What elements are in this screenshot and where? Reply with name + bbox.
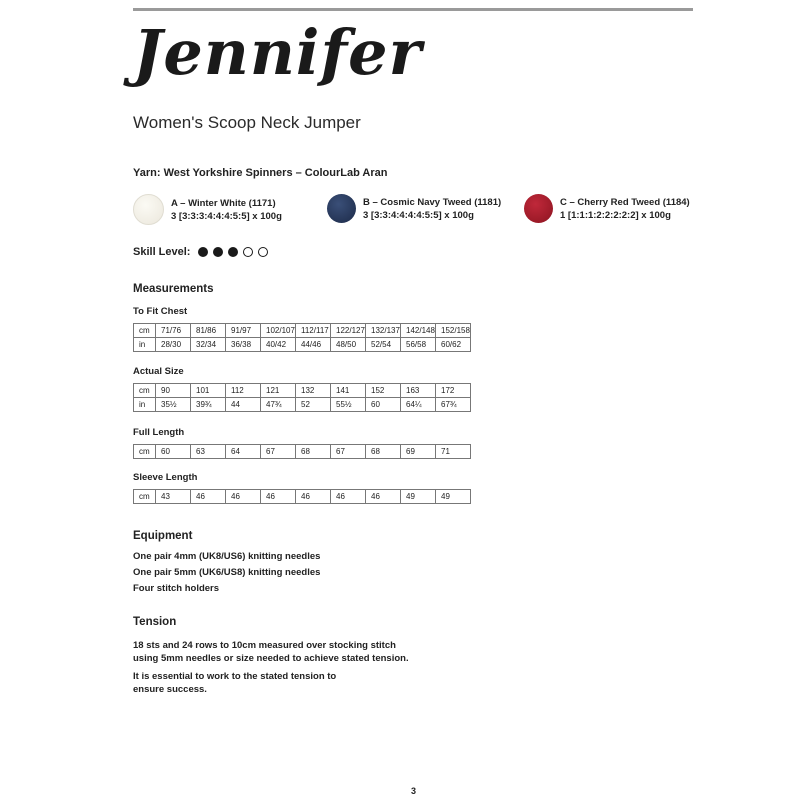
value-cell: 163 [401,384,436,398]
tension-line: 18 sts and 24 rows to 10cm measured over stocking stitch [133,640,396,651]
skill-dot-filled-icon [198,247,208,257]
table-title-actual-size: Actual Size [133,366,184,377]
skill-level [133,246,273,258]
tension-note: It is essential to work to the stated tension to [133,671,337,682]
tension-note: ensure success. [133,684,207,695]
yarn-swatch-navy-icon [327,194,356,223]
value-cell: 60 [156,445,191,459]
table-to-fit-chest [133,323,471,352]
yarn-a-name: A – Winter White (1171) [171,197,276,209]
yarn-swatch-white-icon [133,194,164,225]
measurements-heading: Measurements [133,283,214,295]
yarn-c-name: C – Cherry Red Tweed (1184) [560,196,690,208]
yarn-c [524,194,690,223]
yarn-a-amount: 3 [3:3:3:4:4:4:5:5] x 100g [171,210,282,222]
value-cell: 46 [226,490,261,504]
equipment-item: One pair 5mm (UK6/US8) knitting needles [133,567,321,578]
value-cell: 90 [156,384,191,398]
yarn-c-amount: 1 [1:1:1:2:2:2:2:2] x 100g [560,209,671,221]
tension-line: using 5mm needles or size needed to achieve stated tension. [133,653,409,664]
value-cell: 112 [226,384,261,398]
page-number: 3 [411,786,417,796]
yarn-b-amount: 3 [3:3:4:4:4:4:5:5] x 100g [363,209,474,221]
skill-dot-empty-icon [243,247,253,257]
value-cell: 47¾ [261,398,296,412]
value-cell: 32/34 [191,338,226,352]
value-cell: 71 [436,445,471,459]
value-cell: 101 [191,384,226,398]
value-cell: 46 [191,490,226,504]
value-cell: 112/117 [296,324,331,338]
value-cell: 121 [261,384,296,398]
unit-cell: in [134,338,156,352]
yarn-a [133,194,282,225]
value-cell: 71/76 [156,324,191,338]
value-cell: 102/107 [261,324,296,338]
table-row [134,338,471,352]
value-cell: 40/42 [261,338,296,352]
unit-cell: cm [134,324,156,338]
value-cell: 67 [261,445,296,459]
value-cell: 46 [331,490,366,504]
table-row [134,490,471,504]
table-title-chest: To Fit Chest [133,306,188,317]
value-cell: 69 [401,445,436,459]
skill-dot-empty-icon [258,247,268,257]
value-cell: 152 [366,384,401,398]
table-row [134,398,471,412]
value-cell: 122/127 [331,324,366,338]
value-cell: 28/30 [156,338,191,352]
value-cell: 56/58 [401,338,436,352]
yarn-b-name: B – Cosmic Navy Tweed (1181) [363,196,502,208]
value-cell: 46 [296,490,331,504]
value-cell: 64 [226,445,261,459]
equipment-item: Four stitch holders [133,583,220,594]
skill-dot-filled-icon [213,247,223,257]
value-cell: 152/158 [436,324,471,338]
equipment-list [133,549,320,597]
yarn-b [327,194,501,223]
value-cell: 60 [366,398,401,412]
table-title-full-length: Full Length [133,427,185,438]
value-cell: 142/148 [401,324,436,338]
table-row [134,384,471,398]
table-actual-size [133,383,471,412]
value-cell: 52 [296,398,331,412]
value-cell: 49 [436,490,471,504]
table-sleeve-length [133,489,471,504]
value-cell: 63 [191,445,226,459]
value-cell: 68 [366,445,401,459]
pattern-title: Jennifer [133,16,423,89]
yarn-swatch-red-icon [524,194,553,223]
unit-cell: cm [134,445,156,459]
value-cell: 44 [226,398,261,412]
value-cell: 132/137 [366,324,401,338]
table-row [134,445,471,459]
value-cell: 172 [436,384,471,398]
skill-level-label: Skill Level: [133,246,191,258]
value-cell: 46 [366,490,401,504]
unit-cell: cm [134,490,156,504]
yarn-heading: Yarn: West Yorkshire Spinners – ColourLab Aran [133,167,388,179]
skill-level-dots [198,247,273,257]
equipment-item: One pair 4mm (UK8/US6) knitting needles [133,551,321,562]
table-full-length [133,444,471,459]
value-cell: 60/62 [436,338,471,352]
equipment-heading: Equipment [133,530,193,542]
pattern-subtitle: Women's Scoop Neck Jumper [133,113,361,132]
value-cell: 52/54 [366,338,401,352]
unit-cell: in [134,398,156,412]
value-cell: 48/50 [331,338,366,352]
value-cell: 43 [156,490,191,504]
value-cell: 44/46 [296,338,331,352]
tension-heading: Tension [133,616,177,628]
value-cell: 49 [401,490,436,504]
value-cell: 39¾ [191,398,226,412]
value-cell: 46 [261,490,296,504]
value-cell: 36/38 [226,338,261,352]
value-cell: 67¾ [436,398,471,412]
value-cell: 55½ [331,398,366,412]
value-cell: 35½ [156,398,191,412]
value-cell: 81/86 [191,324,226,338]
value-cell: 67 [331,445,366,459]
value-cell: 91/97 [226,324,261,338]
value-cell: 141 [331,384,366,398]
value-cell: 68 [296,445,331,459]
unit-cell: cm [134,384,156,398]
table-row [134,324,471,338]
tension-text [133,639,409,696]
table-title-sleeve-length: Sleeve Length [133,472,198,483]
top-rule [133,8,693,11]
skill-dot-filled-icon [228,247,238,257]
value-cell: 132 [296,384,331,398]
value-cell: 64¼ [401,398,436,412]
